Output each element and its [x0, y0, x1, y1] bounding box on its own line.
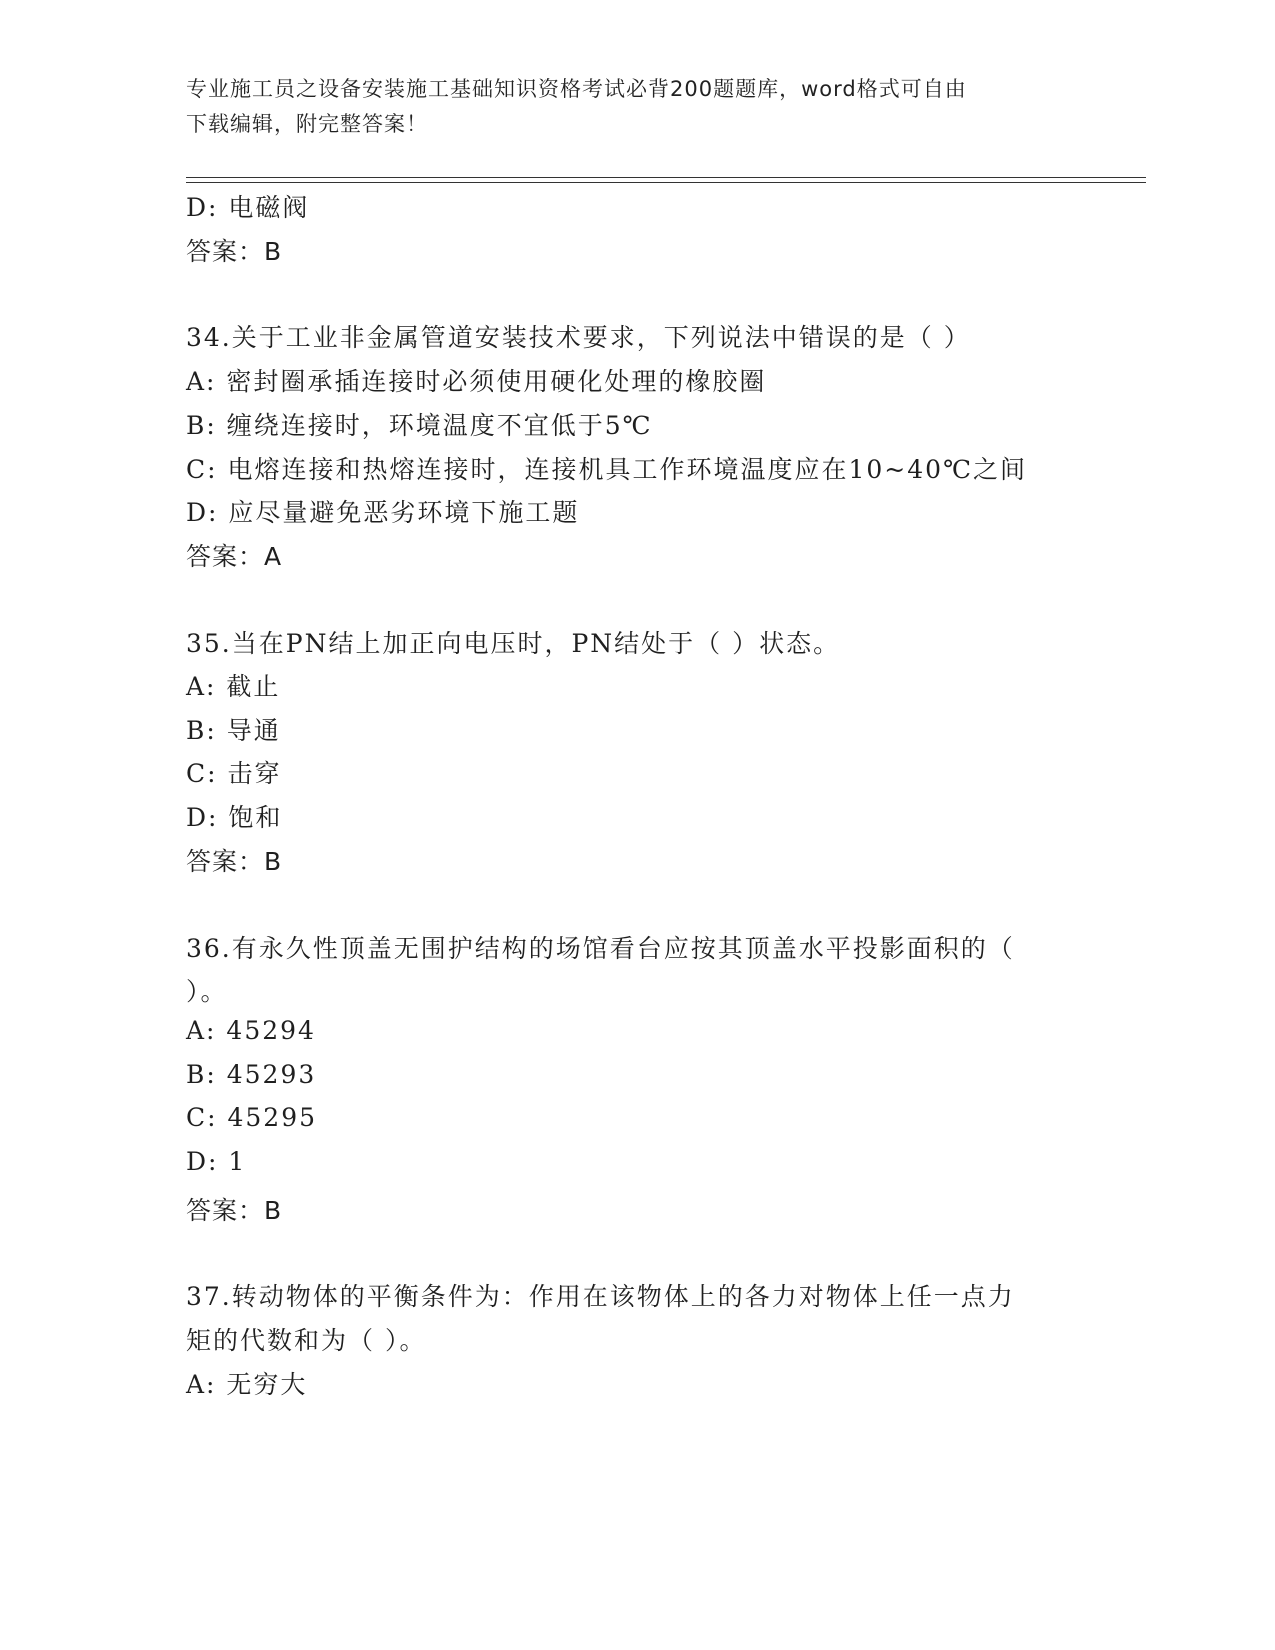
option-d-q34: D: 应尽量避免恶劣环境下施工题	[186, 498, 580, 527]
question-37: 37.转动物体的平衡条件为：作用在该物体上的各力对物体上任一点力	[186, 1282, 1015, 1311]
option-c-q35: C: 击穿	[186, 759, 282, 788]
option-c-q36: C: 45295	[186, 1103, 318, 1132]
question-34: 34.关于工业非金属管道安装技术要求，下列说法中错误的是（ ）	[186, 323, 971, 352]
question-37-continued: 矩的代数和为（ ）。	[186, 1326, 427, 1355]
option-b-q36: B: 45293	[186, 1060, 317, 1089]
document-header	[186, 72, 1066, 142]
header-line-1: 专业施工员之设备安装施工基础知识资格考试必背200题题库，word格式可自由	[186, 77, 967, 101]
option-c-q34: C: 电熔连接和热熔连接时，连接机具工作环境温度应在10~40℃之间	[186, 455, 1028, 484]
header-line-2: 下载编辑，附完整答案！	[186, 112, 428, 136]
option-d-q35: D: 饱和	[186, 803, 283, 832]
question-36-continued: ）。	[186, 977, 228, 1006]
option-a-q36: A: 45294	[186, 1016, 316, 1045]
header-divider-top	[186, 177, 1146, 178]
answer-q34: 答案：A	[186, 542, 283, 571]
option-d-q33: D: 电磁阀	[186, 193, 310, 222]
option-d-q36: D: 1	[186, 1147, 247, 1176]
option-a-q37: A: 无穷大	[186, 1370, 308, 1399]
option-b-q34: B: 缠绕连接时，环境温度不宜低于5℃	[186, 411, 653, 440]
option-b-q35: B: 导通	[186, 716, 281, 745]
answer-q36: 答案：B	[186, 1196, 283, 1225]
answer-q35: 答案：B	[186, 847, 283, 876]
option-a-q34: A: 密封圈承插连接时必须使用硬化处理的橡胶圈	[186, 367, 767, 396]
answer-q33: 答案：B	[186, 237, 283, 266]
header-divider-bottom	[186, 182, 1146, 183]
option-a-q35: A: 截止	[186, 672, 281, 701]
question-36: 36.有永久性顶盖无围护结构的场馆看台应按其顶盖水平投影面积的（	[186, 934, 1015, 963]
question-35: 35.当在PN结上加正向电压时，PN结处于（ ）状态。	[186, 629, 841, 658]
